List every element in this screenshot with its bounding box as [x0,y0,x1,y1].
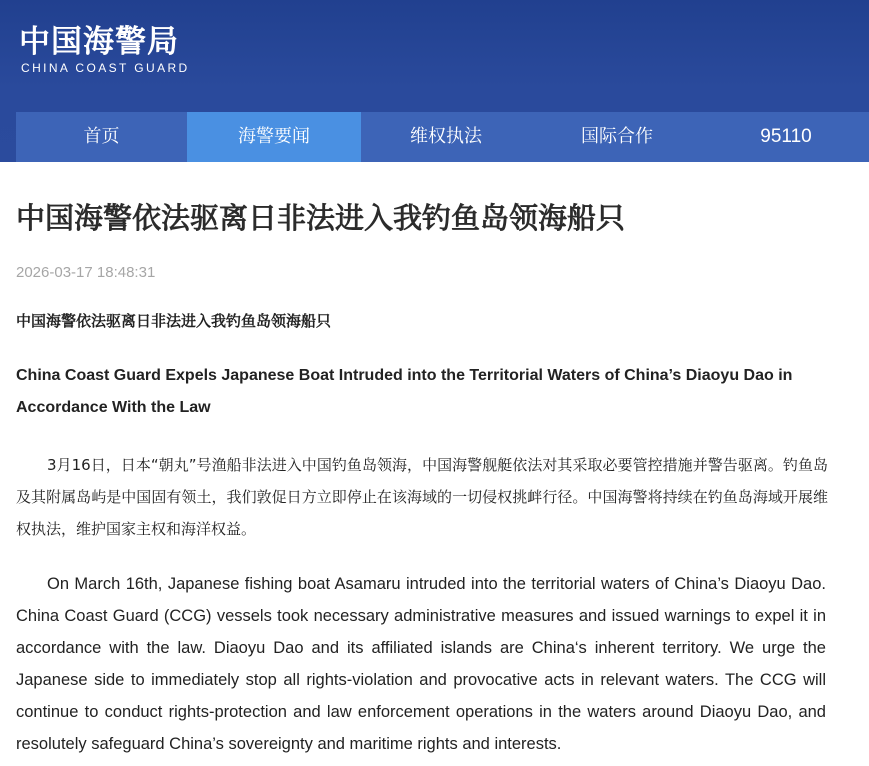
site-header [0,0,869,162]
article-title: 中国海警依法驱离日非法进入我钓鱼岛领海船只 [16,201,626,235]
nav-item-home[interactable]: 首页 [83,126,120,147]
article-paragraph-en: On March 16th, Japanese fishing boat Asamaru intruded into the territorial waters of China’s Diaoyu Dao. China Coast Guard (CCG) vessels took necessary administrative measures and issued warnings to expel it in accordance with the law. Diaoyu Dao and its affiliated islands are China‘s inherent territory. We urge the Japanese side to immediately stop all rights-violation and provocative acts in relevant waters. The CCG will continue to conduct rights-protection and law enforcement operations in the waters around Diaoyu Dao, and resolutely safeguard China’s sovereignty and maritime rights and interests. [16,575,826,753]
nav-item-enforcement[interactable]: 维权执法 [410,126,482,147]
article-paragraph-cn: 3月16日，日本“朝丸”号渔船非法进入中国钓鱼岛领海，中国海警舰艇依法对其采取必要管控措施并警告驱离。钓鱼岛及其附属岛屿是中国固有领土，我们敦促日方立即停止在该海域的一切侵权挑衅行径。中国海警将持续在钓鱼岛海域开展维权执法，维护国家主权和海洋权益。 [16,456,828,538]
site-logo-cn[interactable]: 中国海警局 [19,24,179,60]
article-subtitle-en: China Coast Guard Expels Japanese Boat Intruded into the Territorial Waters of China’s Diaoyu Dao in Accordance With the Law [16,367,793,416]
site-logo-en[interactable]: CHINA COAST GUARD [21,61,190,75]
article-subtitle-cn: 中国海警依法驱离日非法进入我钓鱼岛领海船只 [16,312,332,330]
nav-item-news[interactable]: 海警要闻 [187,112,361,162]
nav-item-international[interactable]: 国际合作 [581,126,653,147]
main-nav [16,112,869,162]
nav-item-hotline[interactable]: 95110 [760,126,812,147]
article-date: 2026-03-17 18:48:31 [16,264,156,281]
